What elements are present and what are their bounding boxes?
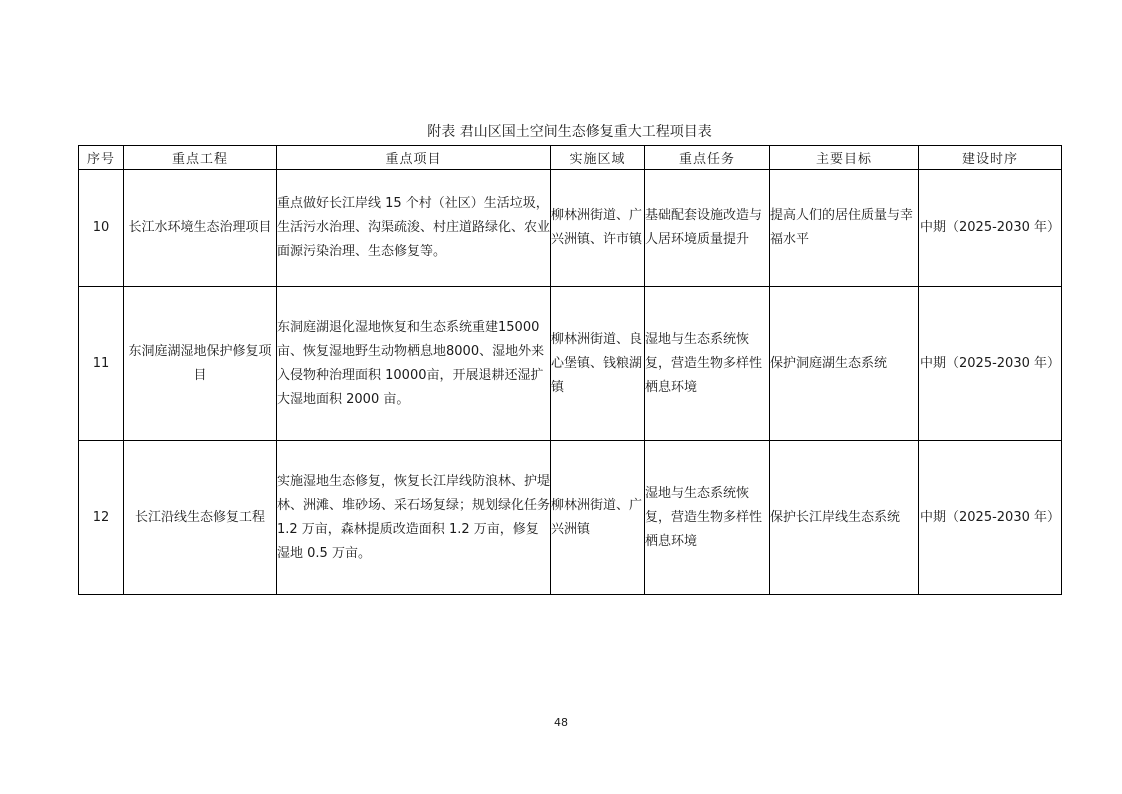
table-title: 附表 君山区国土空间生态修复重大工程项目表 (427, 124, 712, 140)
row-project: 长江水环境生态治理项目 (124, 170, 277, 287)
row-area: 柳林洲街道、广兴洲镇、许市镇 (551, 170, 645, 287)
table-row (79, 441, 1062, 595)
row-goal: 保护长江岸线生态系统 (770, 441, 919, 595)
row-task: 基础配套设施改造与人居环境质量提升 (645, 170, 770, 287)
header-period: 建设时序 (919, 146, 1062, 170)
header-project: 重点工程 (124, 146, 277, 170)
row-key-items: 东洞庭湖退化湿地恢复和生态系统重建15000 亩、恢复湿地野生动物栖息地8000、湿地外来入侵物种治理面积 10000亩，开展退耕还湿扩大湿地面积 2000 亩。 (277, 287, 551, 441)
header-key-items: 重点项目 (277, 146, 551, 170)
row-no: 12 (79, 441, 124, 595)
row-area: 柳林洲街道、广兴洲镇 (551, 441, 645, 595)
table-row (79, 170, 1062, 287)
project-table (78, 145, 1062, 595)
header-area: 实施区域 (551, 146, 645, 170)
row-goal: 保护洞庭湖生态系统 (770, 287, 919, 441)
row-task: 湿地与生态系统恢复，营造生物多样性栖息环境 (645, 441, 770, 595)
header-no: 序号 (79, 146, 124, 170)
row-key-items: 实施湿地生态修复，恢复长江岸线防浪林、护堤林、洲滩、堆砂场、采石场复绿；规划绿化任务 1.2 万亩，森林提质改造面积 1.2 万亩，修复湿地 0.5 万亩。 (277, 441, 551, 595)
row-project: 东洞庭湖湿地保护修复项目 (124, 287, 277, 441)
row-period: 中期（2025-2030 年） (919, 170, 1062, 287)
row-period: 中期（2025-2030 年） (919, 287, 1062, 441)
row-key-items: 重点做好长江岸线 15 个村（社区）生活垃圾，生活污水治理、沟渠疏浚、村庄道路绿化、农业面源污染治理、生态修复等。 (277, 170, 551, 287)
row-no: 10 (79, 170, 124, 287)
header-row (79, 146, 1062, 170)
row-task: 湿地与生态系统恢复，营造生物多样性栖息环境 (645, 287, 770, 441)
header-task: 重点任务 (645, 146, 770, 170)
table-row (79, 287, 1062, 441)
row-project: 长江沿线生态修复工程 (124, 441, 277, 595)
row-goal: 提高人们的居住质量与幸福水平 (770, 170, 919, 287)
header-goal: 主要目标 (770, 146, 919, 170)
row-period: 中期（2025-2030 年） (919, 441, 1062, 595)
row-area: 柳林洲街道、良心堡镇、钱粮湖镇 (551, 287, 645, 441)
row-no: 11 (79, 287, 124, 441)
page-number: 48 (554, 716, 568, 729)
